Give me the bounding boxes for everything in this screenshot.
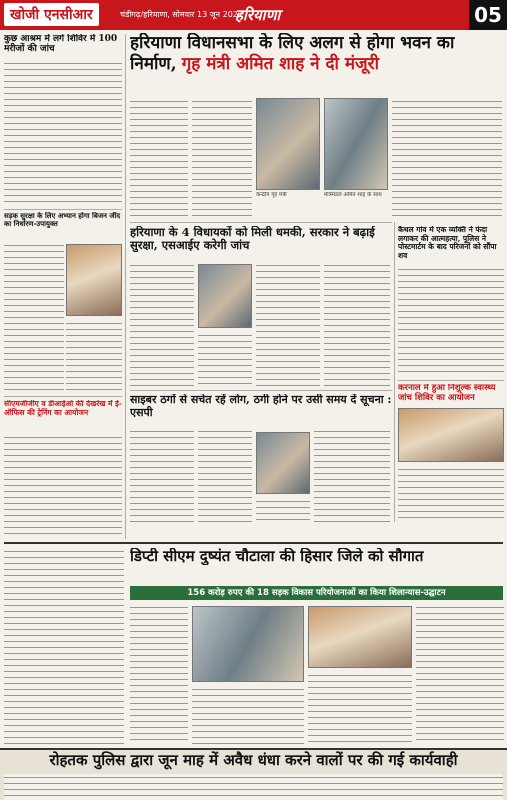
dycm-body-col4 [416,604,504,744]
column-rule [125,34,126,539]
threat-headline: हरियाणा के 4 विधायकों को मिली धमकी, सरकार ने बढ़ाई सुरक्षा, एसआईए करेगी जांच [130,226,375,253]
masthead [0,0,507,30]
left-column [4,34,122,539]
divider [4,396,122,397]
kaithal-headline: कैथल गांव में एक व्यक्ति ने फंदा लगाकर की आत्महत्या, पुलिस ने पोस्टमार्टम के बाद परिजनों को सौंपा शव [398,226,497,260]
lead-photo-amit-shah [256,98,320,190]
left-story3-body [4,434,122,539]
threat-body-col3 [256,262,320,386]
left-story1-body [4,60,122,206]
page-number: 05 [469,0,507,30]
kaithal-body [398,266,504,376]
cyber-photo-sp [256,432,310,494]
dycm-headline: डिप्टी सीएम दुष्यंत चौटाला की हिसार जिले को सौगात [130,548,424,565]
lead-headline-block [130,33,503,95]
bottom-headline: रोहतक पुलिस द्वारा जून माह में अवैध धंधा करने वालों पर की गई कार्यवाही [49,751,458,769]
lead-body-col3 [392,98,502,218]
threat-body-col2 [198,332,252,386]
column-rule [394,222,395,522]
cyber-body-col3 [256,498,310,524]
dycm-body-col1 [130,604,188,744]
left-story2-body-2 [66,320,122,392]
cyber-body-col2 [198,428,252,524]
lead-headline-red: गृह मंत्री अमित शाह ने दी मंजूरी [181,53,380,74]
divider [398,380,504,381]
divider [4,209,122,210]
dycm-body-col2 [192,686,304,744]
bottom-body [4,774,503,800]
cyber-body-col1 [130,428,194,524]
dycm-band: 156 करोड़ रुपए की 18 सड़क विकास परियोजनाओं का किया शिलान्यास-उद्घाटन [130,586,503,600]
masthead-date: चंडीगढ़/हरियाणा, सोमवार 13 जून 2022 [120,10,243,19]
cyber-body-col4 [314,428,390,524]
left-story1-title: कुछ आश्रम में लगे शिविर में 100 मरीजों की जांच [4,34,118,55]
divider [4,542,503,544]
dycm-left-body [4,548,124,744]
lead-headline: हरियाणा विधानसभा के लिए अलग से होगा भवन का निर्माण, [130,33,455,74]
lead-photo-meeting [324,98,388,190]
threat-body-col4 [324,262,390,386]
threat-body-col1 [130,262,194,386]
left-story2-body [4,242,64,392]
lead-body-col1 [130,98,188,218]
threat-photo [198,264,252,328]
divider [130,222,392,223]
medical-headline: करनाल में हुआ निशुल्क स्वास्थ्य जांच शिविर का आयोजन [398,384,496,403]
lead-photo-caption-1: केन्द्रीय गृह मंत्री [256,192,287,198]
dycm-photo-ceremony [192,606,304,682]
lead-photo-caption-2: मंत्रिमंडल अमित शाह के साथ [324,192,382,198]
masthead-section: हरियाणा [235,6,281,24]
lead-body-col2 [192,98,252,218]
left-story2-title: सड़क सुरक्षा के लिए अभ्यान होगा बिजन जींद का निर्धारण-उपायुक्त [4,212,121,229]
medical-body [398,466,504,522]
bottom-story [0,748,507,800]
cyber-headline: साइबर ठगों से सचेत रहें लोग, ठगी होने पर उसी समय दें सूचना : एसपी [130,394,392,419]
divider [130,390,392,391]
left-story2-photo [66,244,122,316]
dycm-photo-crowd [308,606,412,668]
medical-photo [398,408,504,462]
masthead-brand: खोजी एनसीआर [4,3,99,26]
dycm-body-col3 [308,672,412,744]
left-story3-title: सीएमजीजीए व डीआईओ की देखरेख में ई-ऑफिस की ट्रेनिंग का आयोजन [4,400,122,417]
